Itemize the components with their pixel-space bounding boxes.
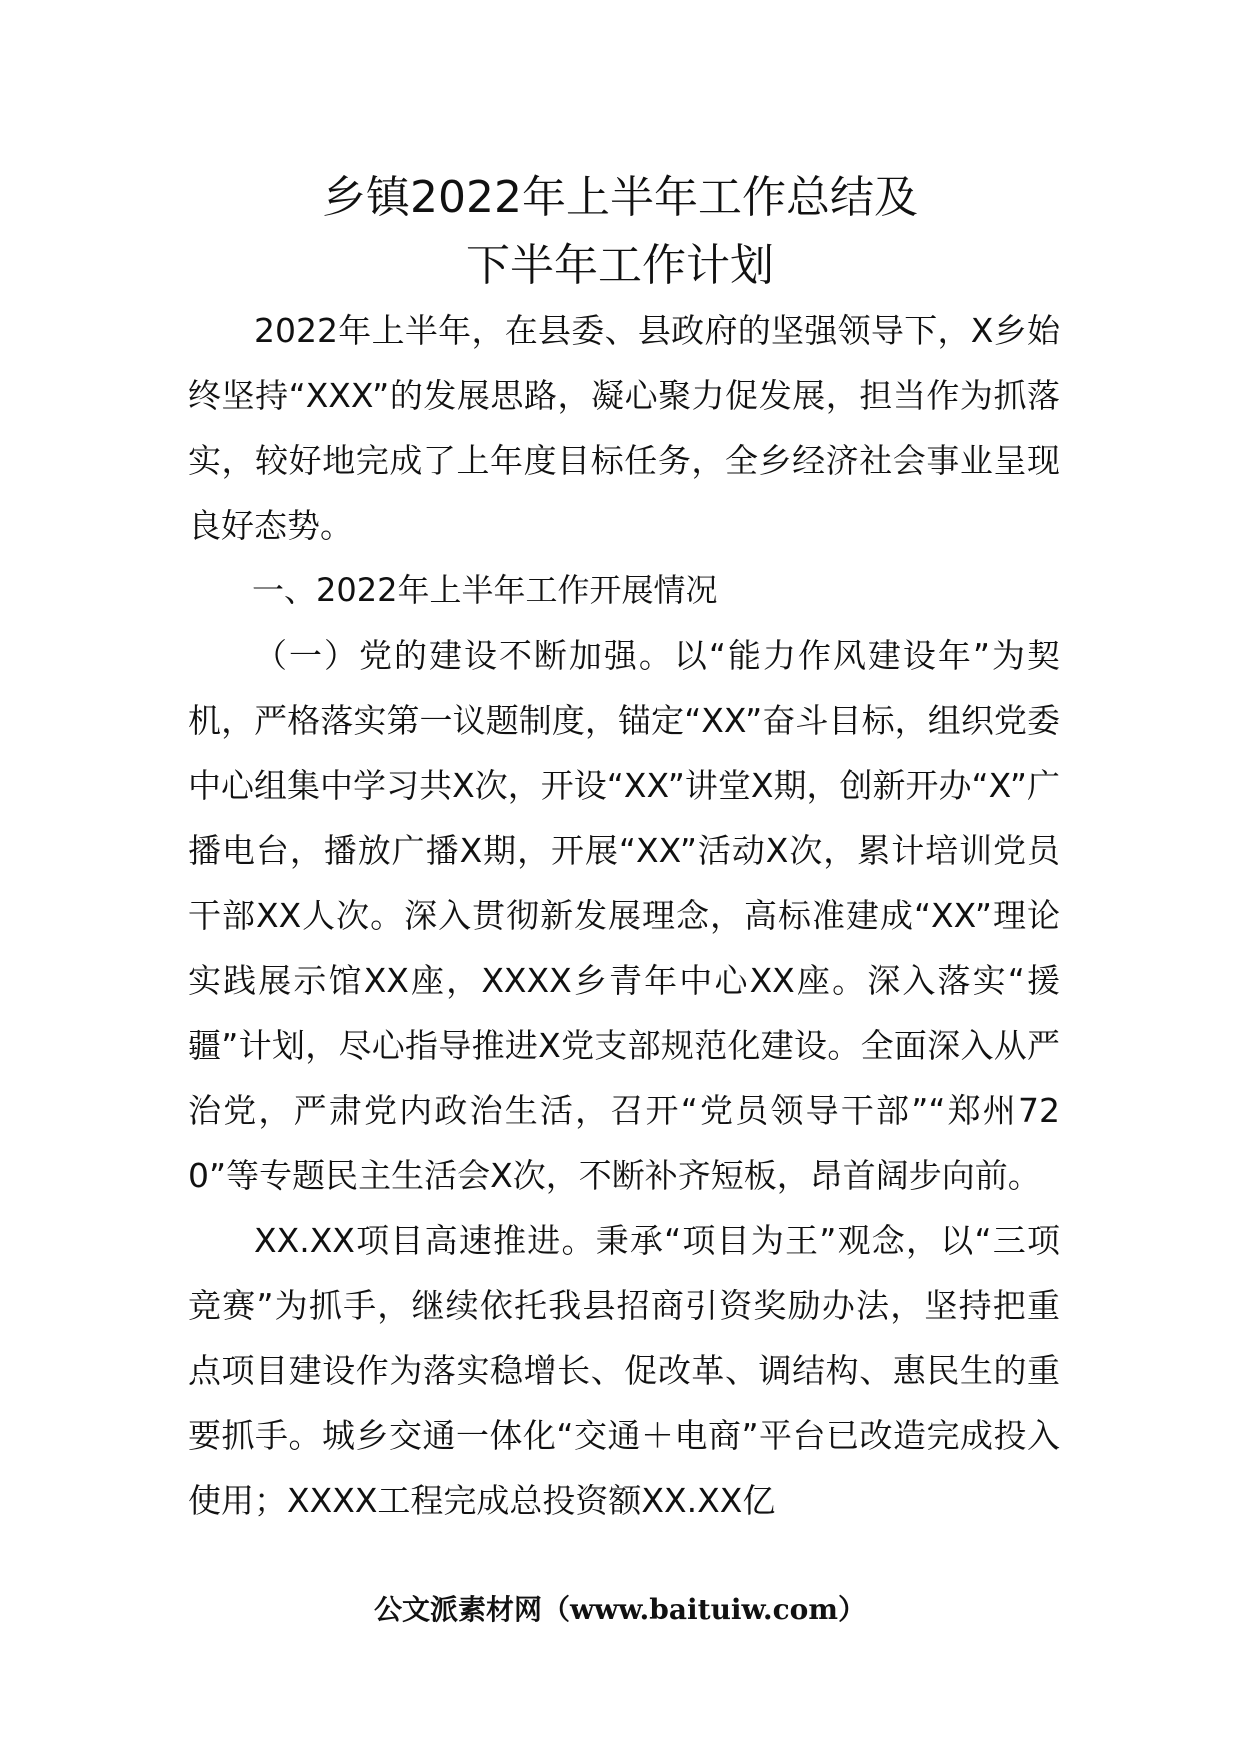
document-body bbox=[188, 298, 1060, 1533]
party-building-paragraph: （一）党的建设不断加强。以“能力作风建设年”为契机，严格落实第一议题制度，锚定“XX”奋斗目标，组织党委中心组集中学习共X次，开设“XX”讲堂X期，创新开办“X”广播电台，播放广播X期，开展“XX”活动X次，累计培训党员干部XX人次。深入贯彻新发展理念，高标准建成“XX”理论实践展示馆XX座，XXXX乡青年中心XX座。深入落实“援疆”计划，尽心指导推进X党支部规范化建设。全面深入从严治党，严肃党内政治生活，召开“党员领导干部”“郑州720”等专题民主生活会X次，不断补齐短板，昂首阔步向前。 bbox=[188, 636, 1060, 1195]
document-title-line-2: 下半年工作计划 bbox=[466, 240, 774, 291]
section-heading: 一、2022年上半年工作开展情况 bbox=[252, 571, 718, 609]
intro-paragraph: 2022年上半年，在县委、县政府的坚强领导下，X乡始终坚持“XXX”的发展思路，凝心聚力促发展，担当作为抓落实，较好地完成了上年度目标任务，全乡经济社会事业呈现良好态势。 bbox=[188, 311, 1060, 545]
project-paragraph: XX.XX项目高速推进。秉承“项目为王”观念，以“三项竞赛”为抓手，继续依托我县招商引资奖励办法，坚持把重点项目建设作为落实稳增长、促改革、调结构、惠民生的重要抓手。城乡交通一体化“交通＋电商”平台已改造完成投入使用；XXXX工程完成总投资额XX.XX亿 bbox=[188, 1221, 1060, 1520]
document-title-line-1: 乡镇2022年上半年工作总结及 bbox=[322, 172, 918, 223]
watermark-footer: 公文派素材网（www.baituiw.com） bbox=[374, 1593, 866, 1626]
